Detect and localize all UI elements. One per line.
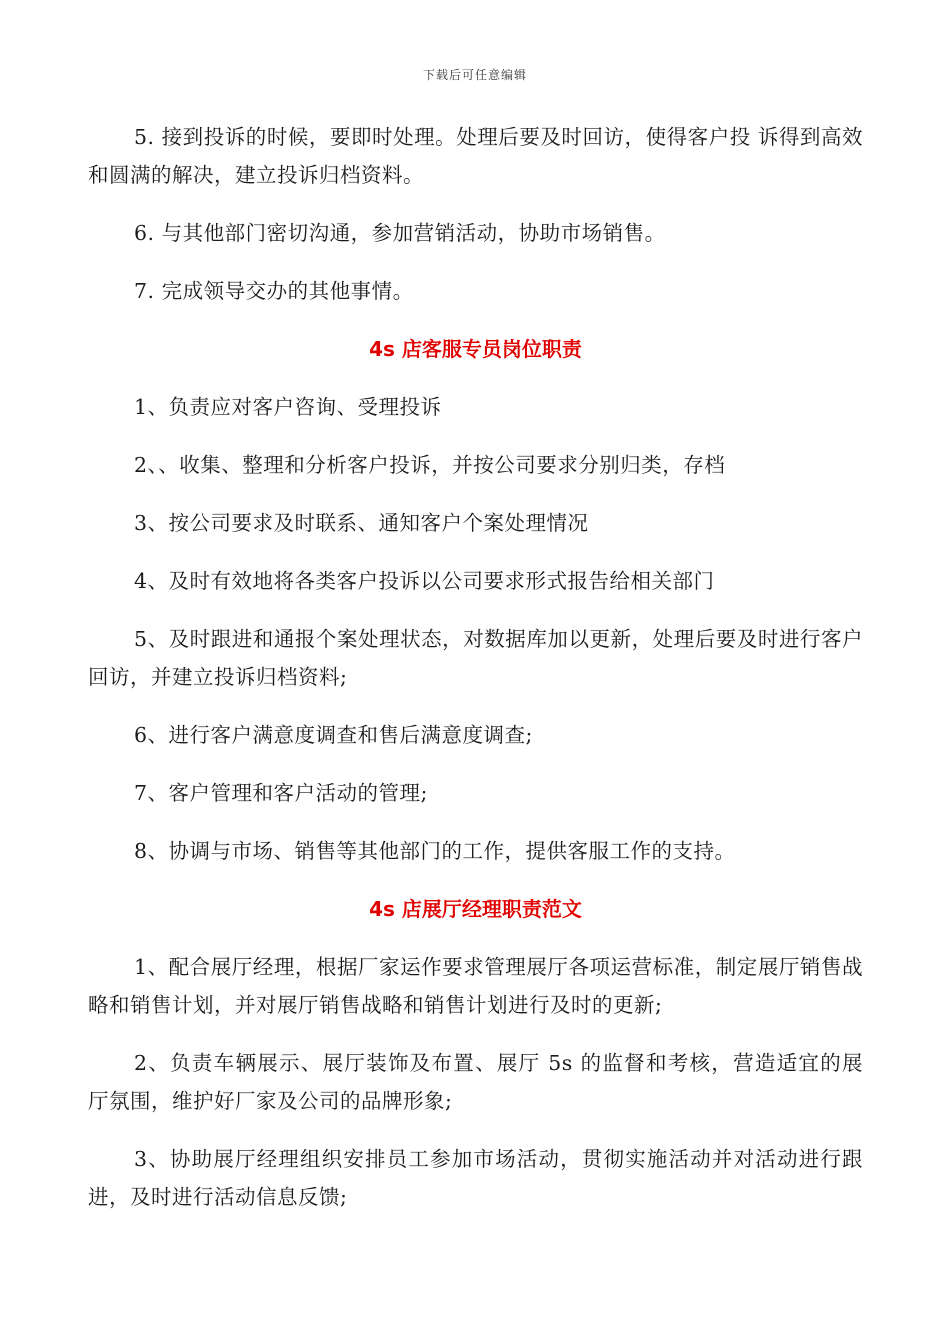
paragraph: 6、进行客户满意度调查和售后满意度调查;	[134, 723, 533, 747]
document-body	[88, 118, 863, 1236]
paragraph: 6. 与其他部门密切沟通，参加营销活动，协助市场销售。	[134, 221, 666, 245]
paragraph: 1、配合展厅经理，根据厂家运作要求管理展厅各项运营标准，制定展厅销售战略和销售计划，并对展厅销售战略和销售计划进行及时的更新;	[88, 955, 863, 1017]
paragraph: 5、及时跟进和通报个案处理状态，对数据库加以更新，处理后要及时进行客户回访，并建立投诉归档资料;	[88, 627, 863, 689]
paragraph: 7. 完成领导交办的其他事情。	[134, 279, 414, 303]
section-heading: 4s 店客服专员岗位职责	[369, 337, 582, 361]
paragraph: 1、负责应对客户咨询、受理投诉	[134, 395, 442, 419]
section-previous-duties	[88, 118, 863, 310]
paragraph: 7、客户管理和客户活动的管理;	[134, 781, 428, 805]
section-showroom-manager	[88, 890, 863, 1216]
paragraph: 4、及时有效地将各类客户投诉以公司要求形式报告给相关部门	[134, 569, 715, 593]
paragraph: 5. 接到投诉的时候，要即时处理。处理后要及时回访，使得客户投 诉得到高效和圆满的解决，建立投诉归档资料。	[88, 125, 863, 187]
paragraph: 3、按公司要求及时联系、通知客户个案处理情况	[134, 511, 589, 535]
paragraph: 2、、收集、整理和分析客户投诉，并按公司要求分别归类，存档	[134, 453, 726, 477]
paragraph: 8、协调与市场、销售等其他部门的工作，提供客服工作的支持。	[134, 839, 736, 863]
paragraph: 3、协助展厅经理组织安排员工参加市场活动，贯彻实施活动并对活动进行跟进，及时进行活动信息反馈;	[88, 1147, 863, 1209]
page-header-note: 下载后可任意编辑	[422, 68, 527, 82]
paragraph: 2、负责车辆展示、展厅装饰及布置、展厅 5s 的监督和考核，营造适宜的展 厅氛围，维护好厂家及公司的品牌形象;	[88, 1051, 863, 1113]
section-heading: 4s 店展厅经理职责范文	[369, 897, 582, 921]
section-customer-service-specialist	[88, 330, 863, 870]
